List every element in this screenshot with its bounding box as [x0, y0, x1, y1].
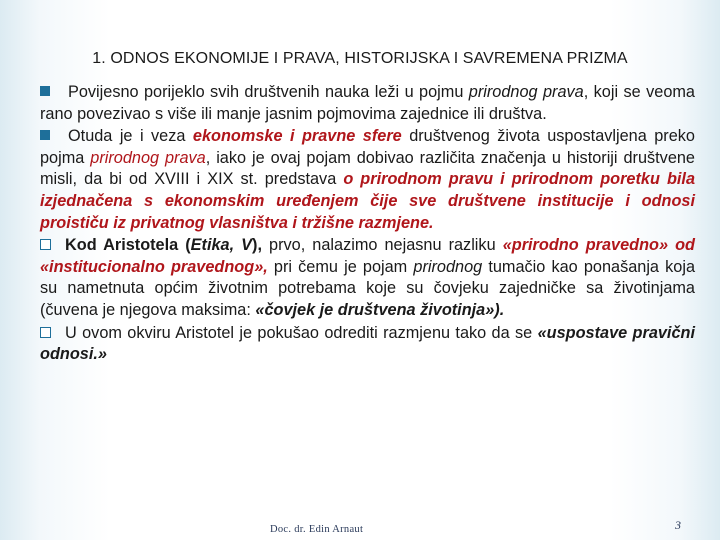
paragraph-2	[40, 126, 695, 234]
square-bullet-icon	[40, 86, 50, 96]
text-segment: Povijesno porijeklo svih društvenih nauka leži u pojmu	[68, 83, 469, 101]
text-segment: prirodnog	[413, 257, 483, 276]
text-segment: društvenog života uspostavljena preko pojma	[40, 127, 695, 167]
text-segment: «prirodno pravedno» od «institucionalno pravednog»,	[40, 236, 695, 276]
slide-title: 1. ODNOS EKONOMIJE I PRAVA, HISTORIJSKA I SAVREMENA PRIZMA	[92, 50, 628, 67]
page-number: 3	[675, 518, 681, 532]
paragraph-4	[40, 323, 695, 366]
checkbox-bullet-icon	[40, 327, 51, 338]
text-segment: ),	[252, 236, 262, 255]
text-segment: , iako je ovaj pojam dobivao različita značenja u historiji društvene misli, da bi od XVIII i XIX st. predstava	[40, 148, 695, 189]
text-segment: Etika, V	[190, 236, 253, 255]
paragraph-3	[40, 235, 695, 321]
text-segment: prvo, nalazimo nejasnu razliku	[261, 236, 503, 255]
text-segment: prirodnog prava	[90, 148, 206, 167]
text-segment: tumačio kao ponašanja koja su nametnuta općim životnim potrebama koje su čovjeku zajedničke sa životinjama (čuvena je njegova maksima:	[40, 257, 695, 319]
square-bullet-icon	[40, 130, 50, 140]
text-segment: prirodnog prava	[468, 83, 584, 101]
text-segment: , koji se veoma rano povezivao s više ili manje jasnim pojmovima zajednice ili društva.	[40, 83, 695, 123]
slide-content	[40, 82, 695, 367]
text-segment: ekonomske i pravne sfere	[192, 127, 402, 146]
text-segment: pri čemu je pojam	[267, 257, 414, 276]
text-segment: «uspostave pravični odnosi.»	[40, 323, 695, 364]
text-segment: Kod Aristotela (	[65, 236, 191, 255]
footer-author: Doc. dr. Edin Arnaut	[270, 524, 364, 535]
paragraph-1	[40, 82, 695, 125]
text-segment: o prirodnom pravu i prirodnom poretku bila izjednačena s ekonomskim uređenjem čije sve društvene institucije i odnosi proističu iz privatnog vlasništva i tržišne razmjene.	[40, 170, 695, 232]
text-segment: U ovom okviru Aristotel je pokušao odrediti razmjenu tako da se	[65, 323, 538, 342]
checkbox-bullet-icon	[40, 239, 51, 250]
text-segment: «čovjek je društvena životinja»).	[255, 300, 505, 319]
text-segment: Otuda je i veza	[68, 127, 193, 146]
